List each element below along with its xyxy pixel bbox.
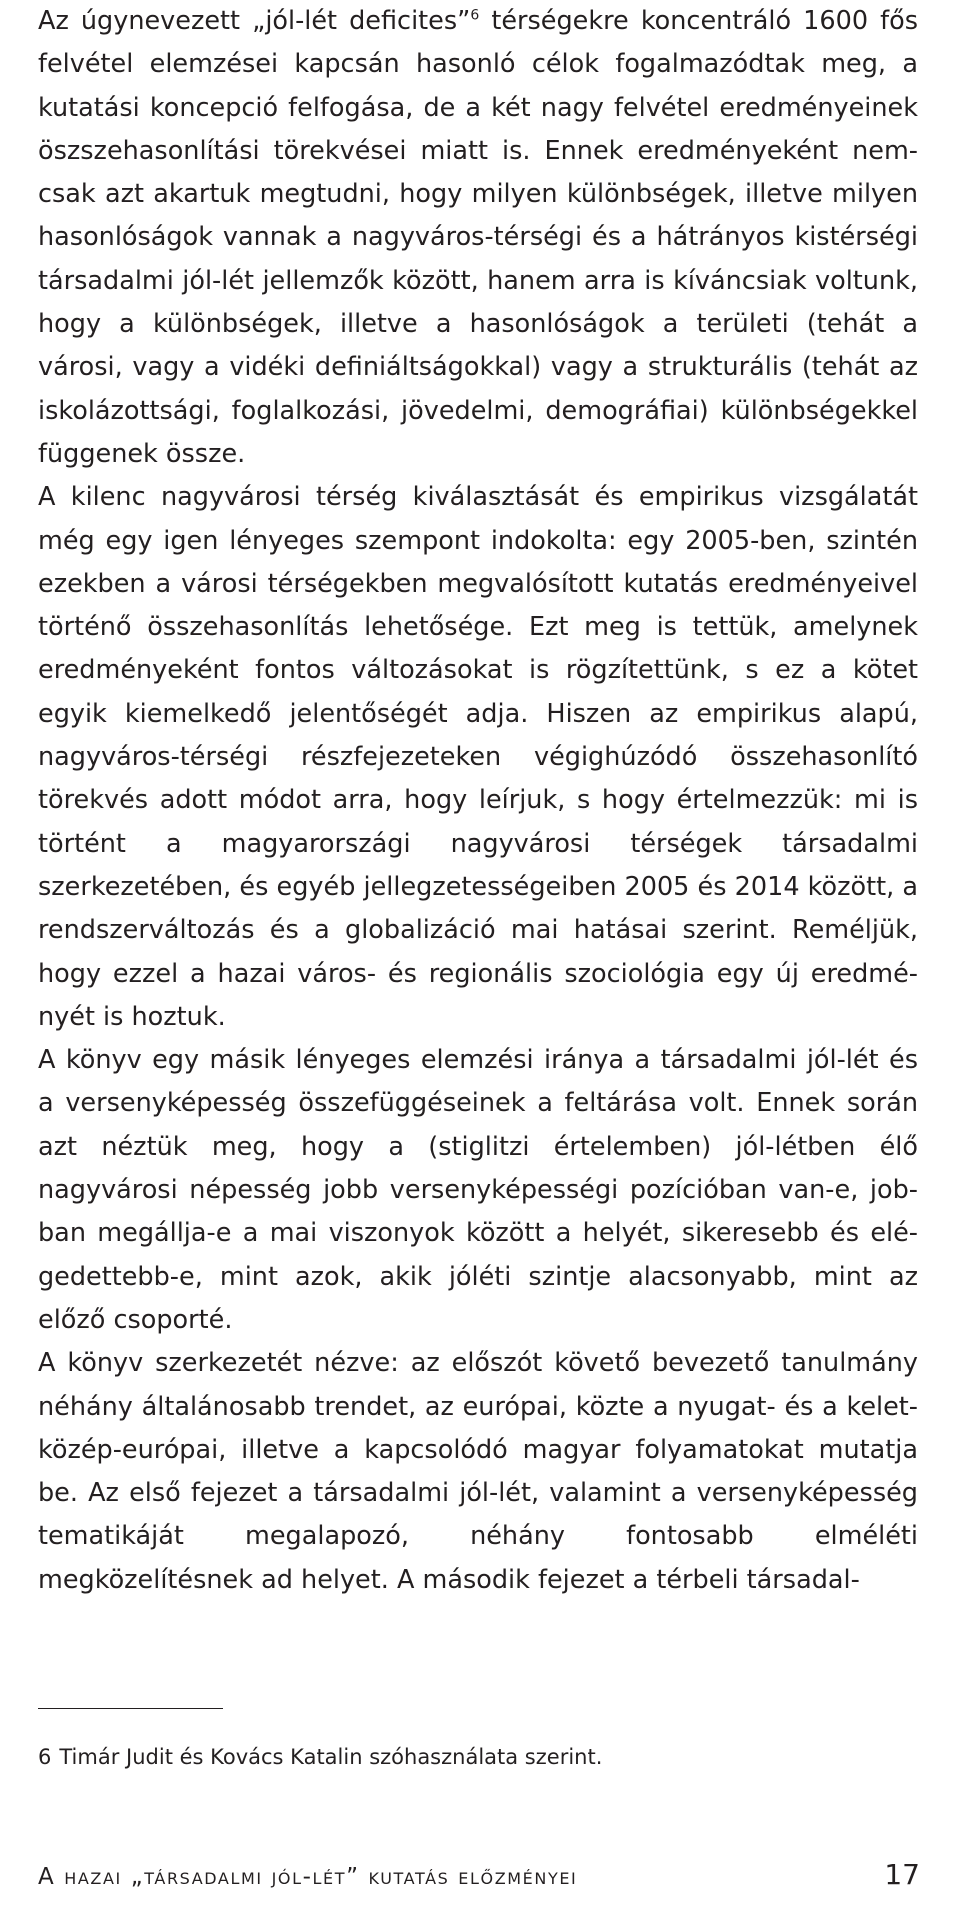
page-number: 17 [884,1858,920,1891]
paragraph-1-rest: térségekre koncentráló 1600 fős felvétel elemzései kapcsán hasonló célok fogalmazódtak meg, a kutatási koncepció felfogása, de a két nagy felvétel eredményeinek öszszehasonlítási törekvései miatt is. Ennek eredményeként nemcsak azt akartuk megtudni, hogy milyen különbségek, illetve milyen hasonlóságok vannak a nagyváros-térségi és a hátrányos kistérségi társadalmi jól-lét jellemzők között, hanem arra is kíváncsiak voltunk, hogy a különbségek, illetve a hasonlóságok a területi (tehát a városi, vagy a vidéki definiáltságokkal) vagy a strukturális (tehát az iskolázottsági, foglalkozási, jövedelmi, demográfiai) különbségekkel függenek össze. [38,6,918,469]
paragraph-1-start: Az úgynevezett „jól-lét deficites” [38,6,471,36]
paragraph-1 [38,0,918,476]
footnote-marker[interactable]: 6 [470,7,480,24]
footnote [38,1742,602,1772]
page-footer [38,1858,920,1891]
paragraph-3: A könyv egy másik lényeges elemzési iránya a társadalmi jól-lét és a versenyképesség összefüggéseinek a feltárása volt. Ennek során azt néztük meg, hogy a (stiglitzi értelemben) jól-létben élő nagyvárosi népesség jobb versenyképességi pozícióban van-e, jobban megállja-e a mai viszonyok között a helyét, sikeresebb és elégedettebb-e, mint azok, akik jóléti szintje alacsonyabb, mint az előző csoporté. [38,1045,918,1335]
footnote-divider [38,1708,223,1709]
footnote-number: 6 [38,1745,52,1769]
body-text [38,0,918,1602]
running-title: A hazai „társadalmi jól-lét” kutatás előzményei [38,1864,578,1890]
paragraph-2: A kilenc nagyvárosi térség kiválasztását és empirikus vizsgálatát még egy igen lényeges szempont indokolta: egy 2005-ben, szintén ezekben a városi térségekben megvalósított kutatás eredményeivel történő összehasonlítás lehetősége. Ezt meg is tettük, amelynek eredményeként fontos változásokat is rögzítettünk, s ez a kötet egyik kiemelkedő jelentőségét adja. Hiszen az empirikus alapú, nagyváros-térségi részfejezeteken végighúzódó összehasonlító törekvés adott módot arra, hogy leírjuk, s hogy értelmezzük: mi is történt a magyarországi nagyvárosi térségek társadalmi szerkezetében, és egyéb jellegzetességeiben 2005 és 2014 között, a rendszerváltozás és a globalizáció mai hatásai szerint. Reméljük, hogy ezzel a hazai város- és regionális szociológia egy új eredményét is hoztuk. [38,482,918,1032]
paragraph-4: A könyv szerkezetét nézve: az előszót követő bevezető tanulmány néhány általánosabb trendet, az európai, közte a nyugat- és a kelet-közép-európai, illetve a kapcsolódó magyar folyamatokat mutatja be. Az első fejezet a társadalmi jól-lét, valamint a versenyképesség tematikáját megalapozó, néhány fontosabb elméléti megközelítésnek ad helyet. A második fejezet a térbeli társadal- [38,1348,918,1595]
footnote-text: Timár Judit és Kovács Katalin szóhasználata szerint. [59,1745,603,1769]
